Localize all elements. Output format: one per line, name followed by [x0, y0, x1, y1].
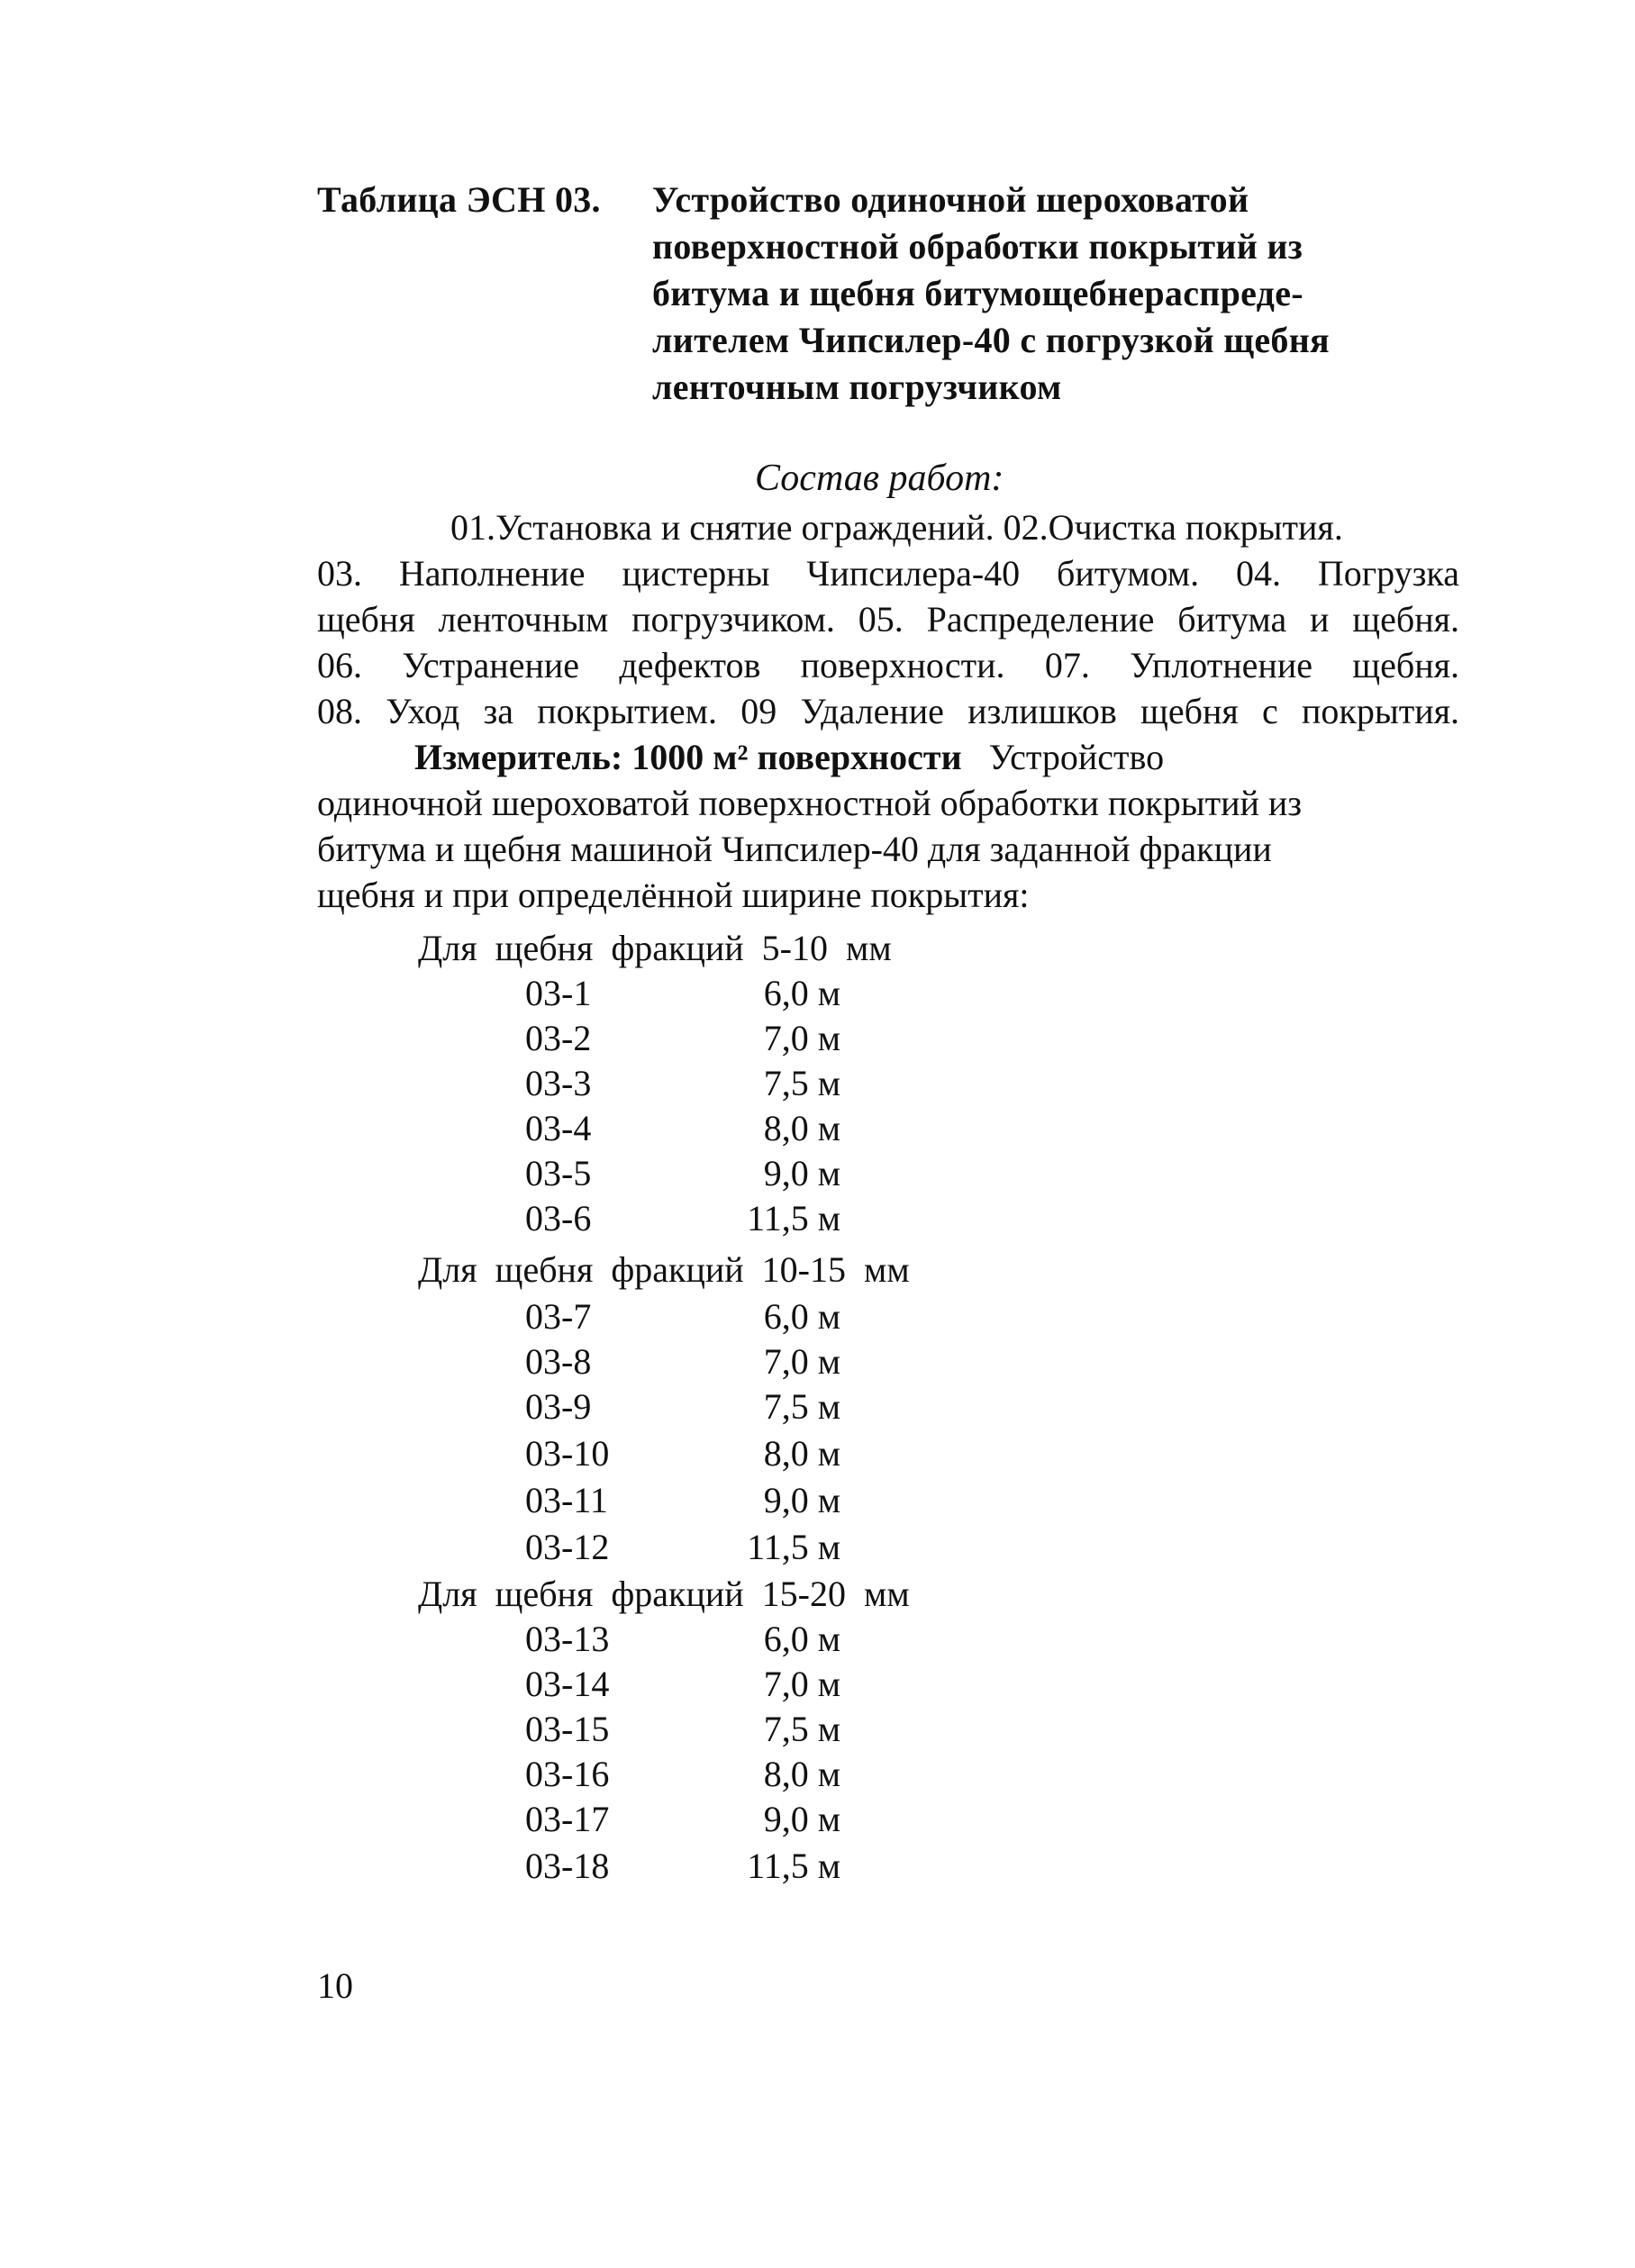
- row-code: 03-9: [525, 1386, 592, 1427]
- row-code: 03-6: [525, 1198, 592, 1238]
- meter-continuation: одиночной шероховатой поверхностной обработки покрытий из: [317, 783, 1303, 823]
- row-code: 03-18: [525, 1846, 610, 1886]
- table-row: [525, 971, 840, 1016]
- composition-line: 01.Установка и снятие ограждений. 02.Очистка покрытия.: [450, 507, 1343, 548]
- row-code: 03-2: [525, 1018, 592, 1058]
- row-width: 6,0 м: [763, 1619, 840, 1659]
- row-code: 03-17: [525, 1799, 610, 1839]
- row-code: 03-16: [525, 1754, 610, 1794]
- composition-line: щебня ленточным погрузчиком. 05. Распределение битума и щебня.: [317, 599, 1459, 640]
- group-heading: Для щебня фракций 5-10 мм: [418, 928, 892, 968]
- table-row: [525, 1525, 840, 1570]
- title-line-5: ленточным погрузчиком: [652, 367, 1062, 407]
- work-composition: [317, 504, 1459, 918]
- row-code: 03-14: [525, 1664, 610, 1704]
- row-code: 03-10: [525, 1433, 610, 1474]
- row-width: 8,0 м: [763, 1108, 840, 1148]
- row-width: 9,0 м: [763, 1480, 840, 1520]
- meter-continuation: щебня и при определённой ширине покрытия:: [317, 875, 1030, 915]
- page-number: 10: [317, 1965, 353, 2006]
- row-code: 03-15: [525, 1709, 610, 1749]
- row-width: 8,0 м: [763, 1433, 840, 1474]
- row-code: 03-11: [525, 1480, 608, 1520]
- row-width: 11,5 м: [747, 1527, 840, 1567]
- table-row: [525, 1797, 840, 1842]
- row-width: 11,5 м: [747, 1198, 840, 1238]
- group-heading: Для щебня фракций 15-20 мм: [418, 1574, 910, 1614]
- table-row: [525, 1061, 840, 1106]
- title-text: Устройство одиночной шероховатой: [652, 179, 1249, 220]
- composition-line: 06. Устранение дефектов поверхности. 07. Уплотнение щебня.: [317, 645, 1459, 685]
- section-subtitle: Состав работ:: [755, 458, 1004, 499]
- row-width: 7,5 м: [763, 1709, 840, 1749]
- row-width: 6,0 м: [763, 973, 840, 1013]
- row-code: 03-4: [525, 1108, 592, 1148]
- table-row: [525, 1106, 840, 1151]
- table-row: [525, 1431, 840, 1476]
- row-width: 7,5 м: [763, 1063, 840, 1103]
- row-code: 03-1: [525, 973, 592, 1013]
- row-width: 7,0 м: [763, 1341, 840, 1382]
- meter-label: Измеритель: 1000 м² поверхности: [414, 737, 962, 777]
- table-row: [525, 1196, 840, 1241]
- row-width: 11,5 м: [747, 1846, 840, 1886]
- row-width: 7,0 м: [763, 1018, 840, 1058]
- title-line-1: [317, 177, 1452, 223]
- meter-line: [317, 734, 1459, 780]
- row-code: 03-7: [525, 1296, 592, 1337]
- row-code: 03-13: [525, 1619, 610, 1659]
- title-line-4: лителем Чипсилер-40 с погрузкой щебня: [652, 320, 1330, 360]
- table-row: [525, 1844, 840, 1889]
- table-row: [525, 1384, 840, 1429]
- row-width: 7,5 м: [763, 1386, 840, 1427]
- title-line-3: битума и щебня битумощебнераспреде-: [652, 273, 1303, 313]
- row-code: 03-5: [525, 1153, 592, 1193]
- row-width: 6,0 м: [763, 1296, 840, 1337]
- table-title: [317, 177, 1452, 411]
- title-prefix: Таблица ЭСН 03.: [317, 179, 601, 220]
- row-width: 9,0 м: [763, 1153, 840, 1193]
- meter-continuation: битума и щебня машиной Чипсилер-40 для заданной фракции: [317, 829, 1272, 869]
- title-line-2: поверхностной обработки покрытий из: [652, 226, 1303, 267]
- table-row: [525, 1707, 840, 1752]
- row-width: 8,0 м: [763, 1754, 840, 1794]
- table-row: [525, 1662, 840, 1707]
- composition-line: 03. Наполнение цистерны Чипсилера-40 битумом. 04. Погрузка: [317, 553, 1459, 594]
- table-row: [525, 1339, 840, 1384]
- group-heading: Для щебня фракций 10-15 мм: [418, 1249, 910, 1290]
- row-code: 03-12: [525, 1527, 610, 1567]
- table-row: [525, 1617, 840, 1662]
- composition-line: 08. Уход за покрытием. 09 Удаление излишков щебня с покрытия.: [317, 691, 1459, 731]
- table-row: [525, 1151, 840, 1196]
- table-row: [525, 1478, 840, 1523]
- row-code: 03-3: [525, 1063, 592, 1103]
- table-row: [525, 1294, 840, 1339]
- row-code: 03-8: [525, 1341, 592, 1382]
- row-width: 7,0 м: [763, 1664, 840, 1704]
- table-row: [525, 1016, 840, 1061]
- row-width: 9,0 м: [763, 1799, 840, 1839]
- meter-text: Устройство: [988, 737, 1165, 777]
- table-row: [525, 1752, 840, 1797]
